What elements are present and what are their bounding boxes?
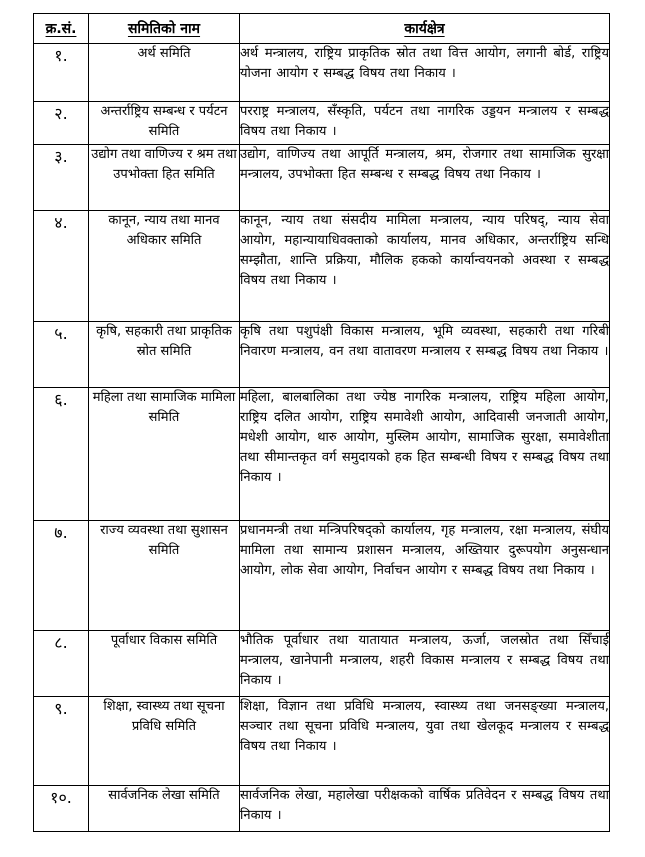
committee-name: कानून, न्याय तथा मानव अधिकार समिति	[89, 211, 240, 322]
committee-name: राज्य व्यवस्था तथा सुशासन समिति	[89, 521, 240, 631]
table-row	[34, 631, 610, 697]
serial-number: १.	[34, 44, 89, 102]
committee-jurisdiction: कृषि तथा पशुपंक्षी विकास मन्त्रालय, भूमि व्यवस्था, सहकारी तथा गरिबी निवारण मन्त्रालय, वन तथा वातावरण मन्त्रालय र सम्बद्ध विषय तथा निकाय ।	[240, 322, 610, 388]
committee-name: पूर्वाधार विकास समिति	[89, 631, 240, 697]
serial-number: १०.	[34, 786, 89, 832]
table-row	[34, 786, 610, 832]
committee-name: उद्योग तथा वाणिज्य र श्रम तथा उपभोक्ता हित समिति	[89, 145, 240, 211]
serial-number: ९.	[34, 697, 89, 786]
table-row	[34, 211, 610, 322]
serial-number: ८.	[34, 631, 89, 697]
committee-jurisdiction: भौतिक पूर्वाधार तथा यातायात मन्त्रालय, ऊर्जा, जलस्रोत तथा सिँचाई मन्त्रालय, खानेपानी मन्त्रालय, शहरी विकास मन्त्रालय र सम्बद्ध विषय तथा निकाय ।	[240, 631, 610, 697]
header-serial-number: क्र.सं.	[34, 14, 89, 44]
committee-jurisdiction: उद्योग, वाणिज्य तथा आपूर्ति मन्त्रालय, श्रम, रोजगार तथा सामाजिक सुरक्षा मन्त्रालय, उपभोक्ता हित सम्बन्ध र सम्बद्ध विषय तथा निकाय ।	[240, 145, 610, 211]
serial-number: ४.	[34, 211, 89, 322]
committee-jurisdiction: शिक्षा, विज्ञान तथा प्रविधि मन्त्रालय, स्वास्थ्य तथा जनसङ्ख्या मन्त्रालय, सञ्चार तथा सूचना प्रविधि मन्त्रालय, युवा तथा खेलकूद मन्त्रालय र सम्बद्ध विषय तथा निकाय ।	[240, 697, 610, 786]
committee-jurisdiction: अर्थ मन्त्रालय, राष्ट्रिय प्राकृतिक स्रोत तथा वित्त आयोग, लगानी बोर्ड, राष्ट्रिय योजना आयोग र सम्बद्ध विषय तथा निकाय ।	[240, 44, 610, 102]
committee-name: अर्थ समिति	[89, 44, 240, 102]
committee-name: कृषि, सहकारी तथा प्राकृतिक स्रोत समिति	[89, 322, 240, 388]
committee-jurisdiction: कानून, न्याय तथा संसदीय मामिला मन्त्रालय, न्याय परिषद्, न्याय सेवा आयोग, महान्यायाधिवक्ताको कार्यालय, मानव अधिकार, अन्तर्राष्ट्रिय सन्धि सम्झौता, शान्ति प्रक्रिया, मौलिक हकको कार्यान्वयनको अवस्था र सम्बद्ध विषय तथा निकाय ।	[240, 211, 610, 322]
table-row	[34, 322, 610, 388]
table-row	[34, 44, 610, 102]
serial-number: ३.	[34, 145, 89, 211]
committees-table	[33, 13, 610, 832]
serial-number: ६.	[34, 388, 89, 521]
header-jurisdiction: कार्यक्षेत्र	[240, 14, 610, 44]
table-row	[34, 388, 610, 521]
serial-number: ७.	[34, 521, 89, 631]
table-row	[34, 102, 610, 145]
committee-name: सार्वजनिक लेखा समिति	[89, 786, 240, 832]
committee-name: शिक्षा, स्वास्थ्य तथा सूचना प्रविधि समिति	[89, 697, 240, 786]
table-row	[34, 697, 610, 786]
header-row	[34, 14, 610, 44]
table-row	[34, 145, 610, 211]
serial-number: २.	[34, 102, 89, 145]
serial-number: ५.	[34, 322, 89, 388]
committee-jurisdiction: सार्वजनिक लेखा, महालेखा परीक्षकको वार्षिक प्रतिवेदन र सम्बद्ध विषय तथा निकाय ।	[240, 786, 610, 832]
header-committee-name: समितिको नाम	[89, 14, 240, 44]
committee-jurisdiction: परराष्ट्र मन्त्रालय, सँस्कृति, पर्यटन तथा नागरिक उड्डयन मन्त्रालय र सम्बद्ध विषय तथा निकाय ।	[240, 102, 610, 145]
committee-jurisdiction: महिला, बालबालिका तथा ज्येष्ठ नागरिक मन्त्रालय, राष्ट्रिय महिला आयोग, राष्ट्रिय दलित आयोग, राष्ट्रिय समावेशी आयोग, आदिवासी जनजाती आयोग, मधेशी आयोग, थारु आयोग, मुस्लिम आयोग, सामाजिक सुरक्षा, समावेशीता तथा सीमान्तकृत वर्ग समुदायको हक हित सम्बन्धी विषय र सम्बद्ध विषय तथा निकाय ।	[240, 388, 610, 521]
committee-jurisdiction: प्रधानमन्त्री तथा मन्त्रिपरिषद्को कार्यालय, गृह मन्त्रालय, रक्षा मन्त्रालय, संघीय मामिला तथा सामान्य प्रशासन मन्त्रालय, अख्तियार दुरूपयोग अनुसन्धान आयोग, लोक सेवा आयोग, निर्वाचन आयोग र सम्बद्ध विषय तथा निकाय ।	[240, 521, 610, 631]
table-row	[34, 521, 610, 631]
committee-name: अन्तर्राष्ट्रिय सम्बन्ध र पर्यटन समिति	[89, 102, 240, 145]
committee-name: महिला तथा सामाजिक मामिला समिति	[89, 388, 240, 521]
